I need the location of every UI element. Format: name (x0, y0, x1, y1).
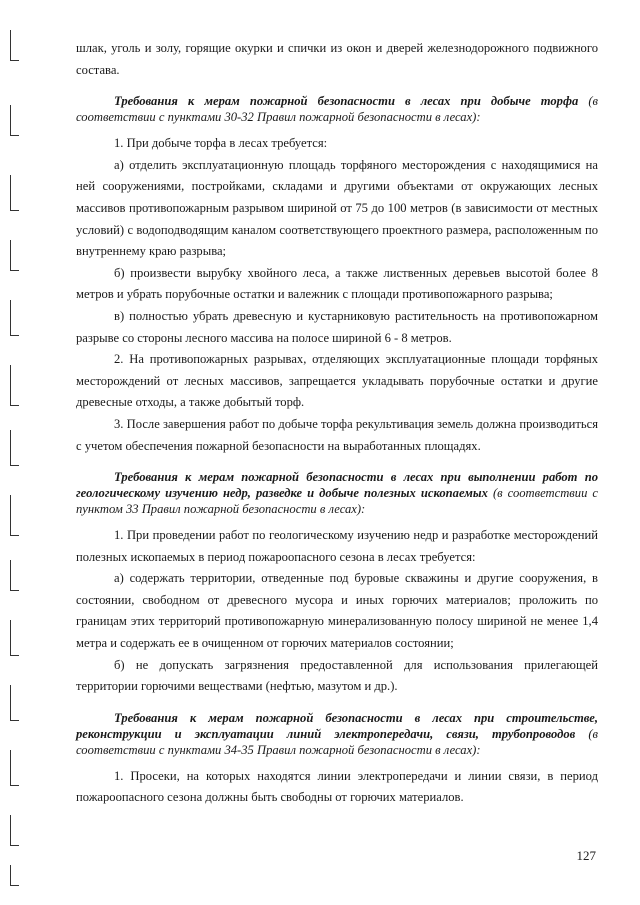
paragraph-item: б) произвести вырубку хвойного леса, а также лиственных деревьев высотой более 8 метров и убрать порубочные остатки и валежник с площади противопожарного разрыва; (76, 265, 598, 302)
paragraph-item: 1. При добыче торфа в лесах требуется: (114, 136, 328, 151)
paragraph-item: 3. После завершения работ по добыче торфа рекультивация земель должна производиться с учетом обеспечения пожарной безопасности на выработанных площадях. (76, 416, 598, 453)
document-page (76, 38, 598, 809)
section-heading-reference: (в соответствии с пунктом 33 Правил пожарной безопасности в лесах): (76, 486, 599, 517)
paragraph-item: 2. На противопожарных разрывах, отделяющих эксплуатационные площади торфяных месторождений от лесных массивов, запрещается укладывать порубочные остатки и другие древесные отходы, а также добытый торф. (76, 352, 598, 410)
binding-mark (10, 175, 19, 211)
page-number: 127 (576, 848, 596, 863)
section-heading-reference: (в соответствии с пунктами 34-35 Правил пожарной безопасности в лесах): (76, 726, 598, 757)
paragraph-item: 1. При проведении работ по геологическому изучению недр и разработке месторождений полезных ископаемых в период пожароопасного сезона в лесах требуется: (76, 528, 598, 564)
paragraph-item: а) отделить эксплуатационную площадь торфяного месторождения с находящимися на ней сооружениями, постройками, складами и другими объектами от окружающих лесных массивов противопожарным разрывом шириной от 75 до 100 метров (в зависимости от местных условий) с водоподводящим каналом соответствующего проектного размера, расположенным по внутреннему краю разрыва; (76, 157, 598, 259)
binding-mark (10, 865, 19, 886)
binding-mark (10, 685, 19, 721)
section-heading-geology (76, 469, 598, 517)
binding-mark (10, 300, 19, 336)
binding-mark (10, 30, 19, 61)
paragraph-item: б) не допускать загрязнения предоставленной для использования прилегающей территории горючими веществами (нефтью, мазутом и др.). (76, 657, 598, 694)
binding-mark (10, 560, 19, 591)
paragraph-item: 1. Просеки, на которых находятся линии электропередачи и линии связи, в период пожароопасного сезона должны быть свободны от горючих материалов. (76, 768, 598, 805)
section-heading-power-lines (76, 710, 598, 758)
section-heading-reference: (в соответствии с пунктами 30-32 Правил пожарной безопасности в лесах): (76, 94, 598, 125)
binding-mark (10, 815, 19, 846)
binding-mark (10, 105, 19, 136)
paragraph-item: в) полностью убрать древесную и кустарниковую растительность на противопожарном разрыве со стороны лесного массива на полосе шириной 6 - 8 метров. (76, 308, 598, 345)
section-heading-title: Требования к мерам пожарной безопасности в лесах при строительстве, реконструкции и эксплуатации линий электропередачи, связи, трубопроводов (76, 710, 598, 741)
binding-mark (10, 750, 19, 786)
binding-mark (10, 240, 19, 271)
binding-margin-marks (0, 0, 30, 905)
binding-mark (10, 495, 19, 536)
paragraph-continuation: шлак, уголь и золу, горящие окурки и спички из окон и дверей железнодорожного подвижного состава. (76, 41, 598, 77)
binding-mark (10, 620, 19, 656)
binding-mark (10, 365, 19, 406)
section-heading-title: Требования к мерам пожарной безопасности в лесах при выполнении работ по геологическому изучению недр, разведке и добыче полезных ископаемых (76, 470, 598, 501)
section-heading-peat (76, 93, 598, 125)
paragraph-item: а) содержать территории, отведенные под буровые скважины и другие сооружения, в состоянии, свободном от древесного мусора и иных горючих материалов; проложить по границам этих территорий противопожарную минерализованную полосу шириной не менее 1,4 метра и содержать ее в очищенном от горючих материалов состоянии; (76, 571, 598, 651)
section-heading-title: Требования к мерам пожарной безопасности в лесах при добыче торфа (114, 94, 579, 109)
binding-mark (10, 430, 19, 466)
